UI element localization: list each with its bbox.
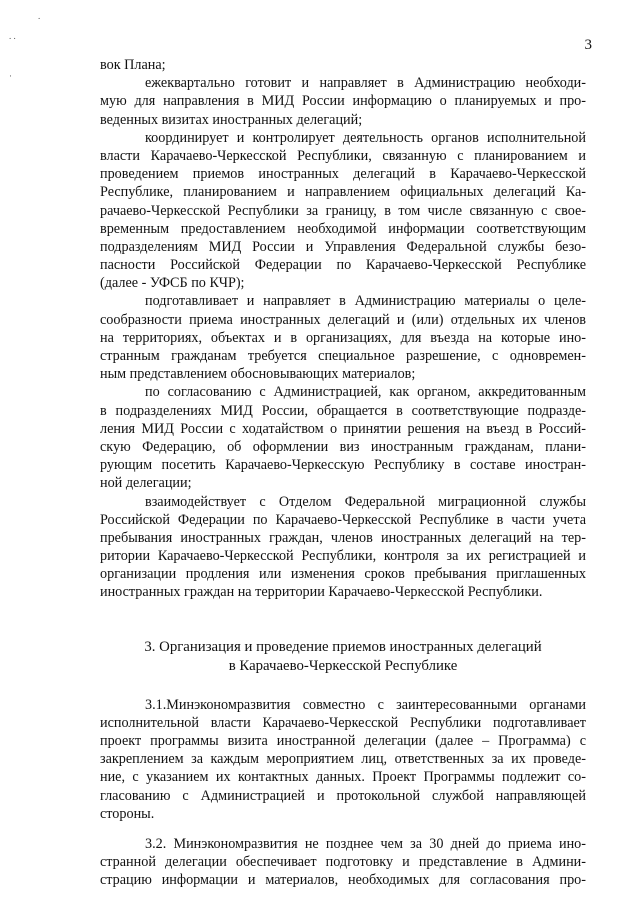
text-line: подразделениям МИД России и Управления Федеральной службы безо- xyxy=(100,238,586,255)
text-line: гласованию с Администрацией и протокольной службой направляющей xyxy=(100,787,586,804)
text-line: по согласованию с Администрацией, как органом, аккредитованным xyxy=(145,384,586,401)
text-line: ным представлением обосновывающих материалов; xyxy=(100,366,416,383)
document-body xyxy=(100,56,586,890)
text-line: проект программы визита иностранной делегации (далее – Программа) с xyxy=(100,733,586,749)
paragraph-1 xyxy=(100,56,586,74)
scan-mark: · xyxy=(9,71,12,81)
paragraph-6 xyxy=(100,493,586,602)
text-line: рующим посетить Карачаево-Черкесскую Республику в составе иностран- xyxy=(100,457,586,474)
page-number: 3 xyxy=(584,37,592,53)
text-line: сообразности приема иностранных делегаций и (или) отдельных их членов xyxy=(100,311,586,328)
paragraph-3 xyxy=(100,129,586,293)
scan-mark: . . xyxy=(9,31,16,41)
text-line: проведением приемов иностранных делегаций в Карачаево-Черкесской xyxy=(100,166,586,183)
text-line: ной делегации; xyxy=(100,475,192,492)
text-line: закреплением за каждым мероприятием лиц, ответственных за их проведе- xyxy=(100,751,586,768)
text-line: рачаево-Черкесской Республики за границу, в том числе связанную с свое- xyxy=(100,202,586,219)
paragraph-5 xyxy=(100,383,586,492)
text-line: власти Карачаево-Черкесской Республики, связанную с планированием и xyxy=(100,147,586,164)
text-line: в подразделениях МИД России, обращается в соответствующие подразде- xyxy=(100,402,586,419)
text-line: взаимодействует с Отделом Федеральной миграционной службы xyxy=(145,493,586,510)
text-line: веденных визитах иностранных делегаций; xyxy=(100,111,363,128)
paragraph-8 xyxy=(100,835,586,890)
paragraph-7 xyxy=(100,696,586,823)
section-heading xyxy=(100,638,586,676)
section-spacer xyxy=(100,676,586,696)
text-line: вок Плана; xyxy=(100,57,166,73)
scan-mark: . xyxy=(38,11,41,21)
text-line: пребывания иностранных граждан, членов иностранных делегаций на тер- xyxy=(100,529,586,546)
text-line: ние, с указанием их контактных данных. Проект Программы подлежит со- xyxy=(100,769,586,786)
section-spacer xyxy=(100,602,586,638)
section-heading-line-2: в Карачаево-Черкесской Республике xyxy=(228,657,458,674)
text-line: 3.2. Минэкономразвития не позднее чем за 30 дней до приема ино- xyxy=(145,835,586,852)
paragraph-2 xyxy=(100,74,586,129)
text-line: ритории Карачаево-Черкесской Республики, контроля за их регистрацией и xyxy=(100,548,586,565)
text-line: мую для направления в МИД России информацию о планируемых и про- xyxy=(100,93,586,110)
text-line: ежеквартально готовит и направляет в Администрацию необходи- xyxy=(145,75,586,92)
text-line: иностранных граждан на территории Карачаево-Черкесской Республики. xyxy=(100,584,543,601)
text-line: странным гражданам требуется специальное разрешение, с одновремен- xyxy=(100,348,586,364)
text-line: координирует и контролирует деятельность органов исполнительной xyxy=(145,129,586,146)
text-line: страцию информации и материалов, необходимых для согласования про- xyxy=(100,872,586,889)
text-line: Российской Федерации по Карачаево-Черкесской Республике в части учета xyxy=(100,511,586,528)
text-line: ления МИД России с ходатайством о принятии решения на въезд в Россий- xyxy=(100,420,586,437)
text-line: 3.1.Минэкономразвития совместно с заинтересованными органами xyxy=(145,696,586,713)
text-line: стороны. xyxy=(100,805,155,822)
text-line: подготавливает и направляет в Администрацию материалы о целе- xyxy=(145,293,586,310)
section-heading-line-1: 3. Организация и проведение приемов иностранных делегаций xyxy=(144,638,542,655)
text-line: исполнительной власти Карачаево-Черкесской Республики подготавливает xyxy=(100,714,586,731)
paragraph-4 xyxy=(100,292,586,383)
text-line: (далее - УФСБ по КЧР); xyxy=(100,275,245,292)
text-line: пасности Российской Федерации по Карачаево-Черкесской Республике xyxy=(100,257,586,274)
paragraph-spacer xyxy=(100,823,586,835)
text-line: скую Федерацию, об оформлении виз иностранным гражданам, плани- xyxy=(100,438,586,455)
text-line: временным предоставлением необходимой информации соответствующим xyxy=(100,220,586,237)
text-line: организации продления или изменения сроков пребывания приглашенных xyxy=(100,566,586,583)
text-line: на территориях, объектах и в организациях, для въезда на которые ино- xyxy=(100,329,586,346)
text-line: Республике, планированием и направлением официальных делегаций Ка- xyxy=(100,184,586,201)
text-line: странной делегации обеспечивает подготовку и представление в Админи- xyxy=(100,854,586,871)
